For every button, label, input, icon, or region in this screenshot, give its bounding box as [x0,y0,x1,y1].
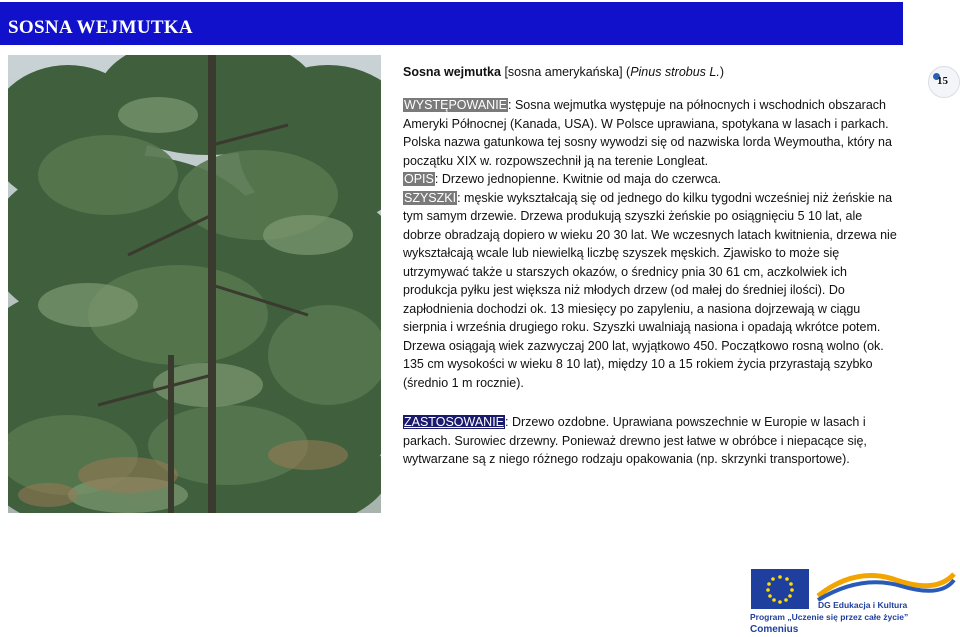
page-number: 15 [937,75,948,87]
label-szyszki: SZYSZKI [404,190,457,205]
program-logo-text: Program „Uczenie się przez całe życie” [750,612,909,622]
latin-close: ) [719,65,724,79]
pine-tree-photo [8,55,381,513]
label-opis: OPIS [404,172,434,186]
lifelong-learning-logo-icon [816,566,956,602]
comenius-logo-text: Comenius [750,624,799,635]
label-zastosowanie: ZASTOSOWANIE [404,415,505,429]
section-occurrence [403,96,903,170]
usage-paragraph [403,413,903,469]
section-description [403,170,903,189]
page-title: SOSNA WEJMUTKA [8,17,193,38]
species-heading [403,65,724,79]
usage-text: : Drzewo ozdobne. Uprawiana powszechnie w Europie w lasach i parkach. Surowiec drzewny. Ponieważ drewno jest łatwe w obróbce i niepacące się, wytwarzane są z niego różnego rodzaju opakowania (np. skrzynki transportowe). [403,415,867,466]
label-wystepowanie: WYSTĘPOWANIE [404,98,508,112]
eu-flag-icon [751,569,809,609]
eu-logos [748,566,960,637]
section-cones [403,189,903,393]
species-latin-name: Pinus strobus L. [630,65,720,79]
title-bar [0,2,903,45]
species-name: Sosna wejmutka [403,65,505,79]
pine-tree-image [8,55,381,513]
dg-logo-text: DG Edukacja i Kultura [818,600,908,610]
latin-open: ( [622,65,631,79]
cones-text: : męskie wykształcają się od jednego do kilku tygodni wcześniej niż żeńskie na tym samym drzewie. Drzewa produkują szyszki żeńskie po osiągnięciu 5 10 lat, ale dobrze obradzają dopiero w wieku 20 30 lat. We wczesnych latach kwitnienia, drzewa nie wykształcają wcale lub niewielką liczbę szyszek męskich. Zjawisko to może się utrzymywać także u starszych okazów, o średnicy pnia 30 61 cm, aczkolwiek ich produkcja pyłku jest większa niż młodych drzew (od małej do średniej ilości). Do zapłodnienia dochodzi ok. 13 miesięcy po zapyleniu, a nasiona dojrzewają w ciągu sierpnia i września drugiego roku. Szyszki uwalniają nasiona i opadają wkrótce potem. Drzewa osiągają wiek zazwyczaj 200 lat, wyjątkowo 450. Początkowo rosną wolno (ok. 135 cm wysokości w wieku 8 10 lat), między 10 a 15 rokiem życia przyrastają szybko (średnio 1 m rocznie). [403,190,897,390]
occurrence-text: : Sosna wejmutka występuje na północnych i wschodnich obszarach Ameryki Północnej (Kanada, USA). W Polsce uprawiana, spotykana w lasach i parkach. Polska nazwa gatunkowa tej sosny wywodzi się od nazwiska lorda Weymoutha, który na początku XIX w. rozpowszechnił ją na terenie Longleat. [403,98,892,168]
species-polish-name: [sosna amerykańska] [504,65,623,79]
description-text: : Drzewo jednopienne. Kwitnie od maja do czerwca. [434,172,722,186]
description-paragraph [403,96,903,392]
page-number-badge [928,66,960,98]
